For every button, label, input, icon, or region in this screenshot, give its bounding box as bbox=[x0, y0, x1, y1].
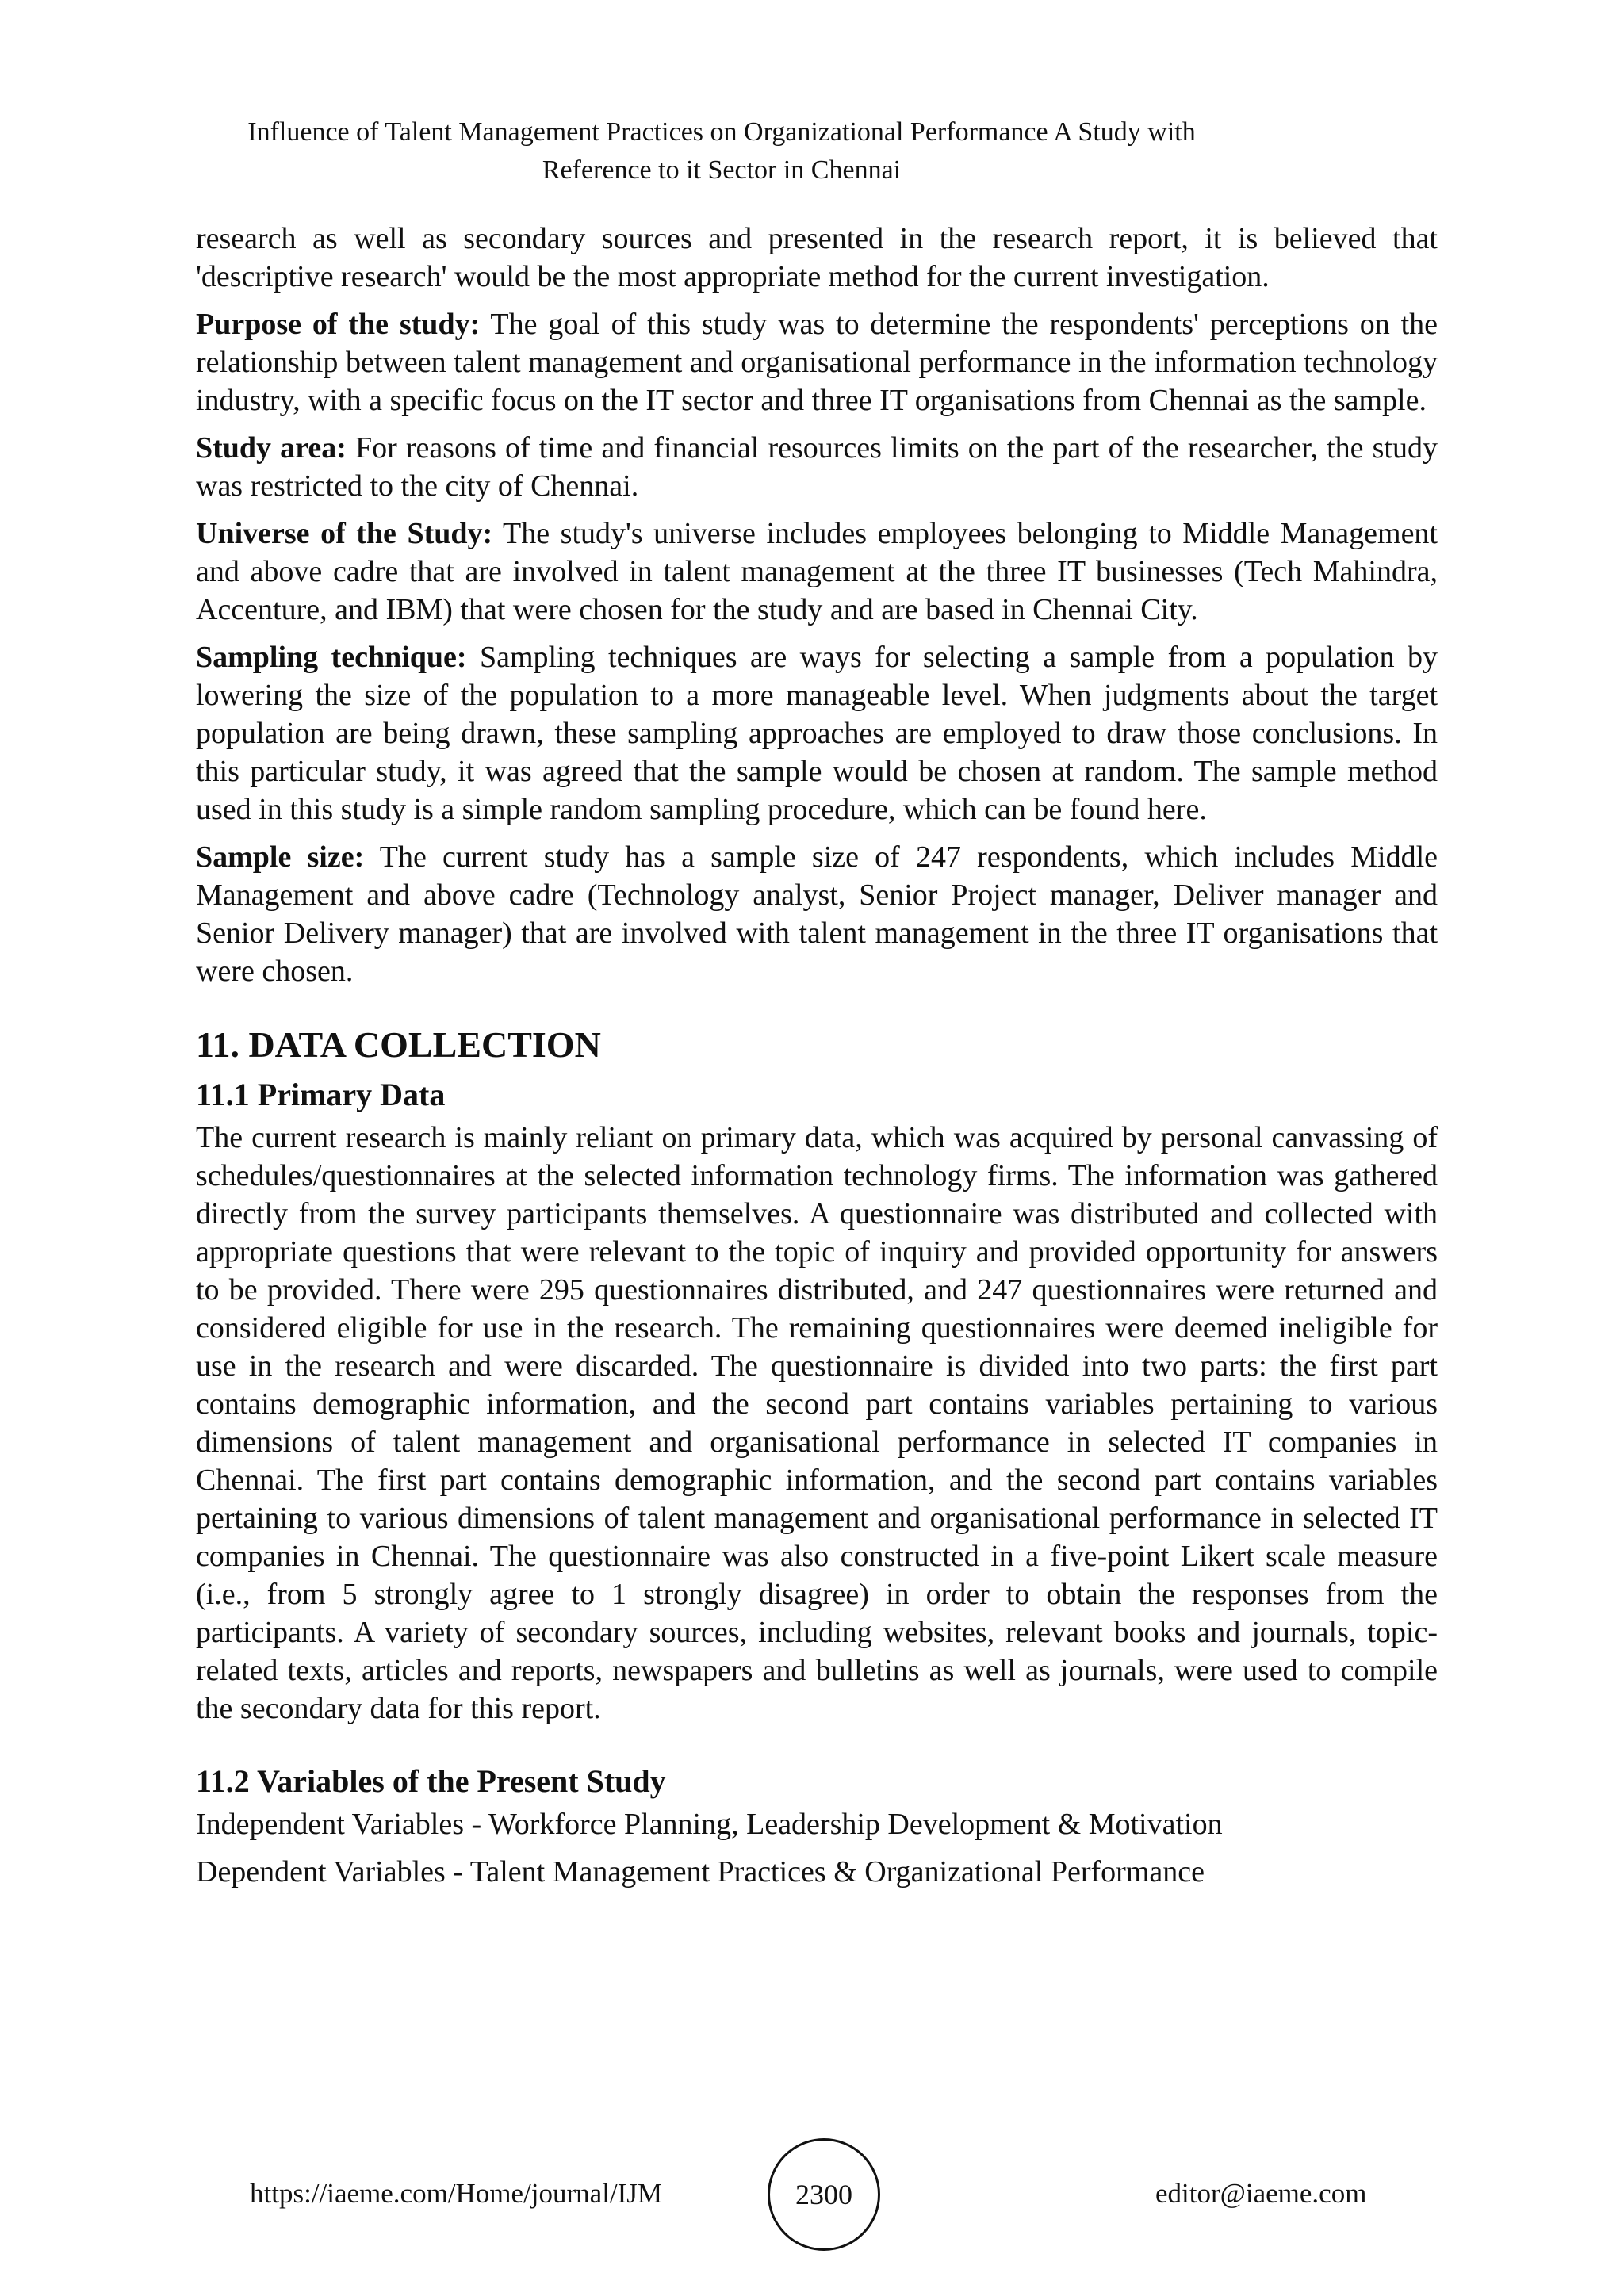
intro-paragraph: research as well as secondary sources and presented in the research report, it is believed that 'descriptive research' would be the most appropriate method for the current investigation. bbox=[196, 222, 1438, 293]
sampling-text: Sampling techniques are ways for selecting a sample from a population by lowering the size of the population to a more manageable level. When judgments about the target population are being drawn, these sampling approaches are employed to draw those conclusions. In this particular study, it was agreed that the sample would be chosen at random. The sample method used in this study is a simple random sampling procedure, which can be found here. bbox=[196, 641, 1438, 826]
study-area-text: For reasons of time and financial resources limits on the part of the researcher, the study was restricted to the city of Chennai. bbox=[196, 431, 1438, 503]
sampling-label: Sampling technique: bbox=[196, 641, 467, 674]
sampling-paragraph bbox=[196, 638, 1438, 828]
footer-email-link[interactable]: editor@iaeme.com bbox=[1155, 2178, 1367, 2209]
dependent-variables: Dependent Variables - Talent Management Practices & Organizational Performance bbox=[196, 1855, 1205, 1888]
study-area-paragraph bbox=[196, 429, 1438, 505]
section-heading-data-collection: 11. DATA COLLECTION bbox=[196, 1024, 601, 1065]
universe-label: Universe of the Study: bbox=[196, 517, 493, 550]
running-header bbox=[238, 113, 1205, 189]
purpose-label: Purpose of the study: bbox=[196, 308, 481, 341]
primary-data-paragraph: The current research is mainly reliant on primary data, which was acquired by personal canvassing of schedules/questionnaires at the selected information technology firms. The information was gathered directly from the survey participants themselves. A questionnaire was distributed and collected with appropriate questions that were relevant to the topic of inquiry and provided opportunity for answers to be provided. There were 295 questionnaires distributed, and 247 questionnaires were returned and considered eligible for use in the research. The remaining questionnaires were deemed ineligible for use in the research and were discarded. The questionnaire is divided into two parts: the first part contains demographic information, and the second part contains variables pertaining to various dimensions of talent management and organisational performance in selected IT companies in Chennai. The first part contains demographic information, and the second part contains variables pertaining to various dimensions of talent management and organisational performance in selected IT companies in Chennai. The questionnaire was also constructed in a five-point Likert scale measure (i.e., from 5 strongly agree to 1 strongly disagree) in order to obtain the responses from the participants. A variety of secondary sources, including websites, relevant books and journals, topic-related texts, articles and reports, newspapers and bulletins as well as journals, were used to compile the secondary data for this report. bbox=[196, 1121, 1438, 1725]
subsection-heading-variables: 11.2 Variables of the Present Study bbox=[196, 1763, 666, 1799]
page-number-badge: 2300 bbox=[768, 2138, 880, 2251]
main-content bbox=[196, 220, 1438, 1900]
sample-size-paragraph bbox=[196, 838, 1438, 990]
sample-size-text: The current study has a sample size of 247 respondents, which includes Middle Management and above cadre (Technology analyst, Senior Project manager, Deliver manager and Senior Delivery manager) that are involved with talent management in the three IT organisations that were chosen. bbox=[196, 840, 1438, 988]
header-line-2: Reference to it Sector in Chennai bbox=[542, 155, 902, 185]
footer-journal-link[interactable]: https://iaeme.com/Home/journal/IJM bbox=[250, 2178, 663, 2209]
header-line-1: Influence of Talent Management Practices on Organizational Performance A Study with bbox=[247, 117, 1196, 147]
sample-size-label: Sample size: bbox=[196, 840, 365, 874]
universe-paragraph bbox=[196, 515, 1438, 629]
purpose-text: The goal of this study was to determine the respondents' perceptions on the relationship between talent management and organisational performance in the information technology industry, with a specific focus on the IT sector and three IT organisations from Chennai as the sample. bbox=[196, 308, 1438, 417]
purpose-paragraph bbox=[196, 305, 1438, 419]
study-area-label: Study area: bbox=[196, 431, 347, 465]
independent-variables: Independent Variables - Workforce Planning, Leadership Development & Motivation bbox=[196, 1808, 1223, 1841]
subsection-heading-primary-data: 11.1 Primary Data bbox=[196, 1077, 446, 1112]
universe-text: The study's universe includes employees belonging to Middle Management and above cadre that are involved in talent management at the three IT businesses (Tech Mahindra, Accenture, and IBM) that were chosen for the study and are based in Chennai City. bbox=[196, 517, 1438, 626]
